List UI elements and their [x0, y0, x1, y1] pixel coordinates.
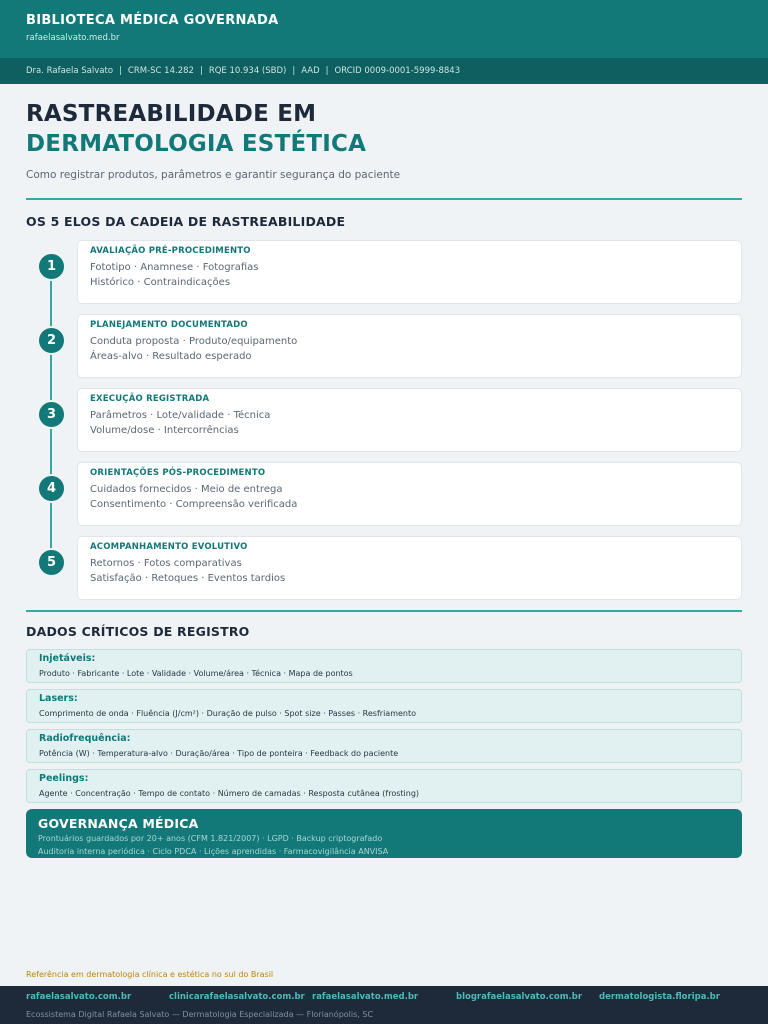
step-number-badge: 4: [37, 474, 66, 503]
step-card: [77, 314, 742, 378]
section-divider: [26, 610, 742, 612]
item-title: Injetáveis:: [39, 653, 96, 664]
crm-number: CRM-SC 14.282: [127, 66, 194, 76]
step-detail: Conduta proposta · Produto/equipamento: [90, 336, 298, 347]
separator: |: [292, 66, 296, 76]
step-detail: Áreas-alvo · Resultado esperado: [90, 351, 252, 362]
governance-detail: Auditoria interna periódica · Ciclo PDCA · Lições aprendidas · Farmacovigilância ANVISA: [38, 847, 389, 856]
step-detail: Satisfação · Retoques · Eventos tardios: [90, 573, 286, 584]
critical-data-heading: DADOS CRÍTICOS DE REGISTRO: [26, 624, 250, 639]
separator: |: [119, 66, 122, 76]
separator: |: [325, 66, 329, 76]
ecosystem-text: Ecossistema Digital Rafaela Salvato — Dermatologia Especializada — Florianópolis, SC: [26, 1010, 374, 1019]
item-title: Lasers:: [39, 693, 78, 704]
chain-heading: OS 5 ELOS DA CADEIA DE RASTREABILIDADE: [26, 214, 346, 229]
traceability-timeline: [26, 240, 742, 600]
step-detail: Parâmetros · Lote/validade · Técnica: [90, 410, 271, 421]
list-item: [26, 769, 742, 803]
timeline-step: [26, 388, 742, 452]
timeline-step: [26, 240, 742, 304]
list-item: [26, 689, 742, 723]
credentials-bar: [0, 58, 768, 84]
governance-title: GOVERNANÇA MÉDICA: [38, 816, 199, 831]
timeline-step: [26, 462, 742, 526]
page-title-line2: DERMATOLOGIA ESTÉTICA: [26, 131, 367, 157]
step-number-badge: 5: [37, 548, 66, 577]
site-header: [0, 0, 768, 58]
site-url[interactable]: rafaelasalvato.med.br: [26, 33, 120, 43]
footer-links: [26, 992, 742, 1004]
section-divider: [26, 198, 742, 200]
step-number-badge: 3: [37, 400, 66, 429]
rqe-number: RQE 10.934 (SBD): [208, 66, 287, 76]
step-detail: Retornos · Fotos comparativas: [90, 558, 242, 569]
footer-link[interactable]: blografaelasalvato.com.br: [456, 992, 583, 1002]
step-title: PLANEJAMENTO DOCUMENTADO: [90, 320, 248, 330]
governance-detail: Prontuários guardados por 20+ anos (CFM 1.821/2007) · LGPD · Backup criptografado: [38, 834, 383, 843]
title-block: [0, 84, 768, 181]
item-detail: Comprimento de onda · Fluência (J/cm²) · Duração de pulso · Spot size · Passes · Resfriamento: [39, 709, 417, 718]
step-number-badge: 1: [37, 252, 66, 281]
aad-membership: AAD: [301, 66, 320, 76]
step-detail: Consentimento · Compreensão verificada: [90, 499, 298, 510]
separator: |: [199, 66, 203, 76]
list-item: [26, 729, 742, 763]
site-footer: [0, 986, 768, 1024]
item-title: Radiofrequência:: [39, 733, 131, 744]
timeline-step: [26, 536, 742, 600]
orcid-id: ORCID 0009-0001-5999-8843: [334, 66, 461, 76]
step-detail: Volume/dose · Intercorrências: [90, 425, 239, 436]
footer-link[interactable]: dermatologista.floripa.br: [599, 992, 720, 1002]
item-detail: Produto · Fabricante · Lote · Validade · Volume/área · Técnica · Mapa de pontos: [39, 669, 353, 678]
page-title-line1: RASTREABILIDADE EM: [26, 101, 317, 127]
step-card: [77, 462, 742, 526]
footer-link[interactable]: clinicarafaelasalvato.com.br: [169, 992, 305, 1002]
step-title: AVALIAÇÃO PRÉ-PROCEDIMENTO: [90, 246, 251, 256]
step-title: EXECUÇÃO REGISTRADA: [90, 394, 210, 404]
footer-link[interactable]: rafaelasalvato.med.br: [312, 992, 419, 1002]
step-title: ACOMPANHAMENTO EVOLUTIVO: [90, 542, 248, 552]
step-detail: Cuidados fornecidos · Meio de entrega: [90, 484, 283, 495]
tagline: Referência em dermatologia clínica e estética no sul do Brasil: [26, 970, 274, 979]
step-detail: Histórico · Contraindicações: [90, 277, 231, 288]
step-title: ORIENTAÇÕES PÓS-PROCEDIMENTO: [90, 468, 266, 478]
item-detail: Agente · Concentração · Tempo de contato · Número de camadas · Resposta cutânea (frosting): [39, 789, 420, 798]
doctor-name: Dra. Rafaela Salvato: [26, 66, 114, 76]
brand-name: BIBLIOTECA MÉDICA GOVERNADA: [26, 13, 279, 28]
timeline-step: [26, 314, 742, 378]
step-card: [77, 536, 742, 600]
governance-box: [26, 809, 742, 858]
step-number-badge: 2: [37, 326, 66, 355]
list-item: [26, 649, 742, 683]
step-card: [77, 240, 742, 304]
item-title: Peelings:: [39, 773, 89, 784]
step-detail: Fototipo · Anamnese · Fotografias: [90, 262, 259, 273]
item-detail: Potência (W) · Temperatura-alvo · Duração/área · Tipo de ponteira · Feedback do paciente: [39, 749, 399, 758]
step-card: [77, 388, 742, 452]
critical-data-list: [26, 649, 742, 803]
page-subtitle: Como registrar produtos, parâmetros e garantir segurança do paciente: [26, 169, 401, 181]
footer-link[interactable]: rafaelasalvato.com.br: [26, 992, 132, 1002]
